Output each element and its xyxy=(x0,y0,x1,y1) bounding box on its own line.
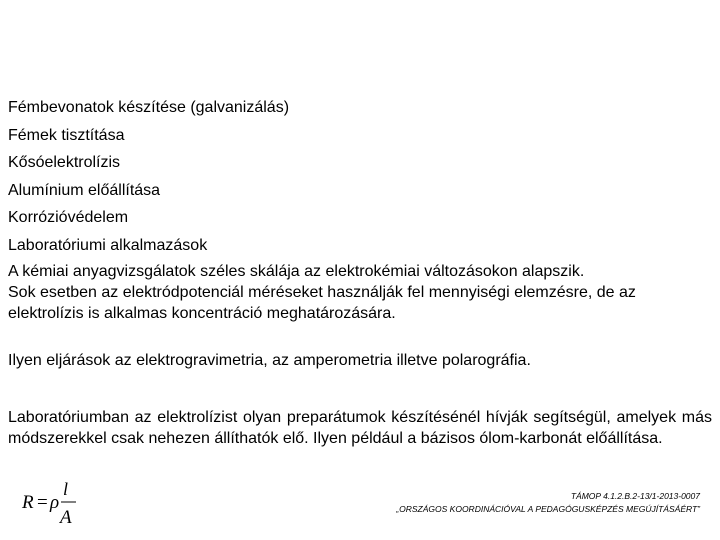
paragraph-line: Sok esetben az elektródpotenciál méréseket használják fel mennyiségi elemzésre, de az xyxy=(8,284,636,301)
analysis-paragraph xyxy=(8,261,712,324)
laboratory-paragraph: Laboratóriumban az elektrolízist olyan preparátumok készítésénél hívják segítségül, amelyek más módszerekkel csak nehezen állíthatók elő. Ilyen például a bázisos ólom-karbonát előállítása. xyxy=(8,409,712,447)
paragraph-line: A kémiai anyagvizsgálatok széles skálája az elektrokémiai változásokon alapszik. xyxy=(8,263,585,280)
topic-item: Laboratóriumi alkalmazások xyxy=(8,236,208,254)
formula-numerator: l xyxy=(63,479,69,499)
footer-project-info xyxy=(396,490,700,516)
resistance-formula xyxy=(20,478,92,528)
formula-denominator: A xyxy=(60,507,72,528)
topic-list xyxy=(8,94,289,259)
topic-item: Fémbevonatok készítése (galvanizálás) xyxy=(8,99,290,116)
formula-lhs: R xyxy=(22,492,34,513)
formula-equals: = xyxy=(37,492,48,513)
footer-project-code: TÁMOP 4.1.2.B.2-13/1-2013-0007 xyxy=(570,491,700,501)
topic-item: Kősóelektrolízis xyxy=(8,154,121,171)
topic-item: Fémek tisztítása xyxy=(8,126,125,144)
footer-project-motto: „ORSZÁGOS KOORDINÁCIÓVAL A PEDAGÓGUSKÉPZÉS MEGÚJÍTÁSÁÉRT” xyxy=(396,504,700,514)
topic-item: Korrózióvédelem xyxy=(8,209,129,226)
formula-rho: ρ xyxy=(50,492,60,513)
methods-paragraph: Ilyen eljárások az elektrogravimetria, az amperometria illetve polarográfia. xyxy=(8,352,531,369)
topic-item: Alumínium előállítása xyxy=(8,181,161,199)
paragraph-line: elektrolízis is alkalmas koncentráció meghatározására. xyxy=(8,305,396,322)
